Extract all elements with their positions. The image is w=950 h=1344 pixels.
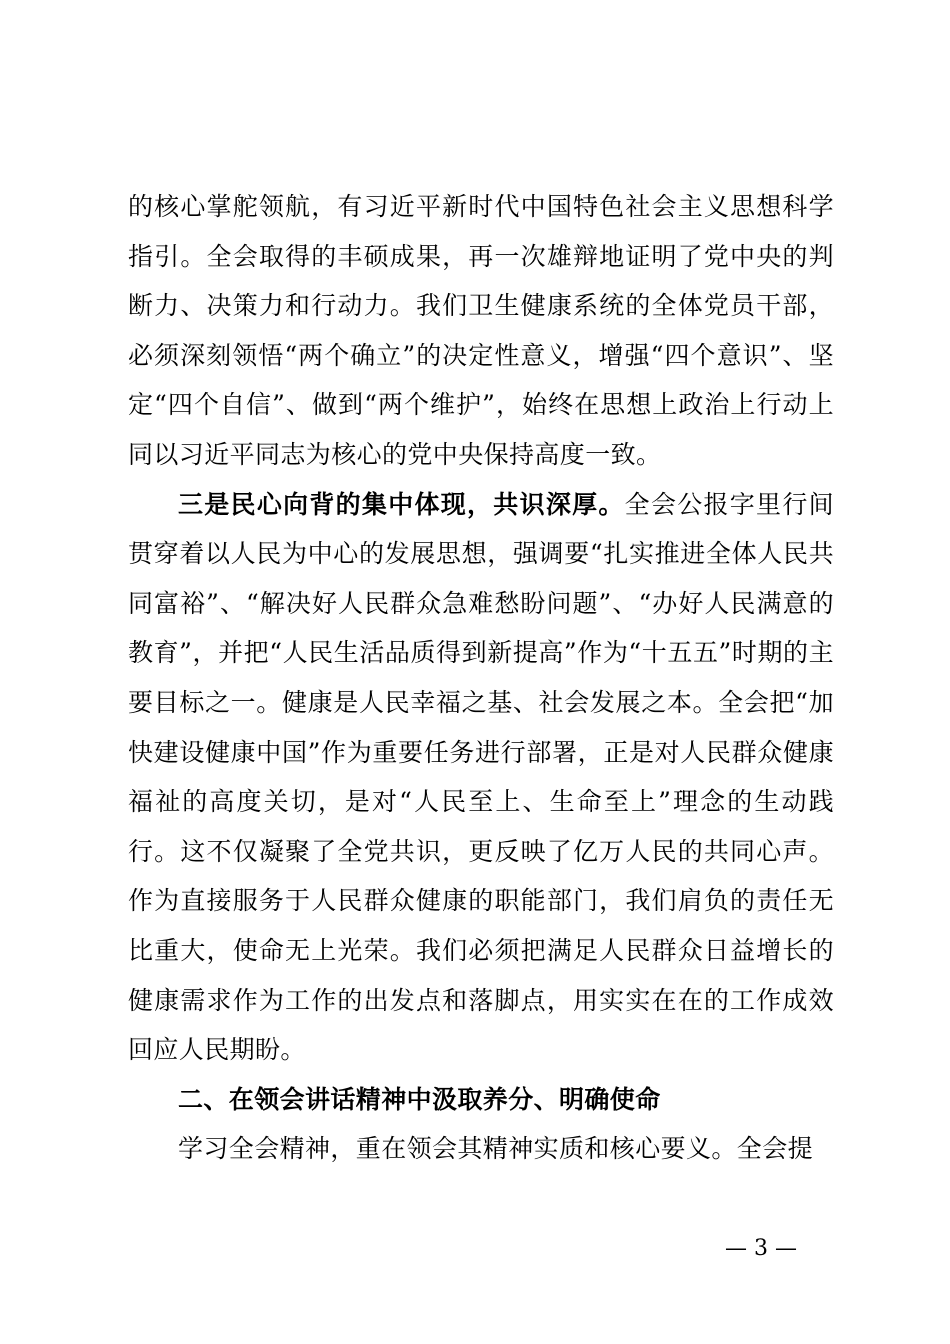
document-body: [128, 182, 834, 1174]
paragraph-text: 全会公报字里行间贯穿着以人民为中心的发展思想，强调要“扎实推进全体人民共同富裕”、“解决好人民群众急难愁盼问题”、“办好人民满意的教育”，并把“人民生活品质得到新提高”作为“十五五”时期的主要目标之一。健康是人民幸福之基、社会发展之本。全会把“加快建设健康中国”作为重要任务进行部署，正是对人民群众健康福祉的高度关切，是对“人民至上、生命至上”理念的生动践行。这不仅凝聚了全党共识，更反映了亿万人民的共同心声。作为直接服务于人民群众健康的职能部门，我们肩负的责任无比重大，使命无上光荣。我们必须把满足人民群众日益增长的健康需求作为工作的出发点和落脚点，用实实在在的工作成效回应人民期盼。: [128, 489, 834, 1065]
section-heading: 二、在领会讲话精神中汲取养分、明确使命: [178, 1084, 661, 1114]
paragraph-text: 的核心掌舵领航，有习近平新时代中国特色社会主义思想科学指引。全会取得的丰硕成果，再一次雄辩地证明了党中央的判断力、决策力和行动力。我们卫生健康系统的全体党员干部，必须深刻领悟“两个确立”的决定性意义，增强“四个意识”、坚定“四个自信”、做到“两个维护”，始终在思想上政治上行动上同以习近平同志为核心的党中央保持高度一致。: [128, 192, 834, 469]
paragraph-continuation: [128, 182, 834, 480]
paragraph-lead-sentence: 三是民心向背的集中体现，共识深厚。: [178, 489, 625, 519]
paragraph-closing: [128, 1124, 834, 1174]
paragraph-text: 学习全会精神，重在领会其精神实质和核心要义。全会提: [178, 1134, 814, 1164]
paragraph-public-support: [128, 480, 834, 1075]
page-number: — 3 —: [725, 1236, 797, 1261]
